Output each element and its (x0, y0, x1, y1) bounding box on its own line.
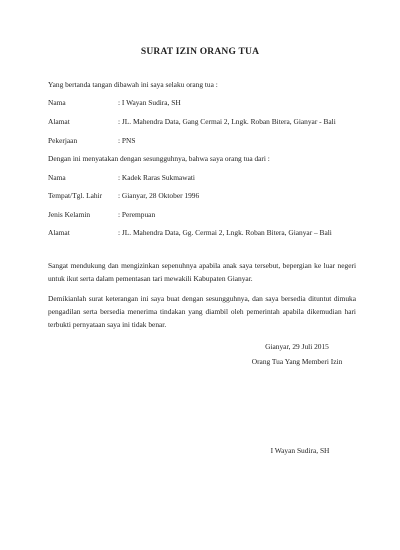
child-gender-value: : Perempuan (118, 210, 156, 219)
declaration-paragraph: Demikianlah surat keterangan ini saya buat dengan sesungguhnya, dan saya bersedia dituntut dimuka pengadilan serta bersedia menerima tindakan yang diambil oleh pemerintah apabila dikemudian hari terbukti pernyataan saya ini tidak benar. (48, 294, 356, 329)
parent-occupation-value: : PNS (118, 136, 136, 145)
parent-name-row (48, 98, 368, 108)
child-gender-row (48, 210, 368, 220)
child-name-row (48, 173, 368, 183)
child-birth-label: Tempat/Tgl. Lahir (48, 191, 103, 200)
parent-address-label: Alamat (48, 117, 70, 126)
child-name-label: Nama (48, 173, 66, 182)
child-birth-row (48, 191, 368, 201)
signatory-name: I Wayan Sudira, SH (270, 446, 330, 455)
child-address-row (48, 228, 368, 238)
parent-occupation-row (48, 136, 368, 146)
place-date: Gianyar, 29 Juli 2015 (265, 342, 329, 351)
parent-address-value: : JL. Mahendra Data, Gang Cermai 2, Lngk. Roban Bitera, Gianyar - Bali (118, 117, 336, 126)
signatory-role: Orang Tua Yang Memberi Izin (251, 357, 343, 366)
child-gender-label: Jenis Kelamin (48, 210, 91, 219)
letter-title: SURAT IZIN ORANG TUA (140, 47, 260, 57)
child-birth-value: : Gianyar, 28 Oktober 1996 (118, 191, 200, 200)
child-name-value: : Kadek Raras Sukmawati (118, 173, 195, 182)
parent-occupation-label: Pekerjaan (48, 136, 78, 145)
intro-text: Yang bertanda tangan dibawah ini saya selaku orang tua : (48, 80, 218, 89)
parent-address-row (48, 117, 368, 127)
parent-name-value: : I Wayan Sudira, SH (118, 98, 181, 107)
parent-name-label: Nama (48, 98, 66, 107)
child-address-value: : JL. Mahendra Data, Gg. Cermai 2, Lngk. Roban Bitera, Gianyar – Bali (118, 228, 332, 237)
child-address-label: Alamat (48, 228, 70, 237)
support-paragraph: Sangat mendukung dan mengizinkan sepenuhnya apabila anak saya tersebut, bepergian ke luar negeri untuk ikut serta dalam pementasan tari mewakili Kabupaten Gianyar. (48, 261, 356, 283)
child-intro-text: Dengan ini menyatakan dengan sesungguhnya, bahwa saya orang tua dari : (48, 154, 270, 163)
